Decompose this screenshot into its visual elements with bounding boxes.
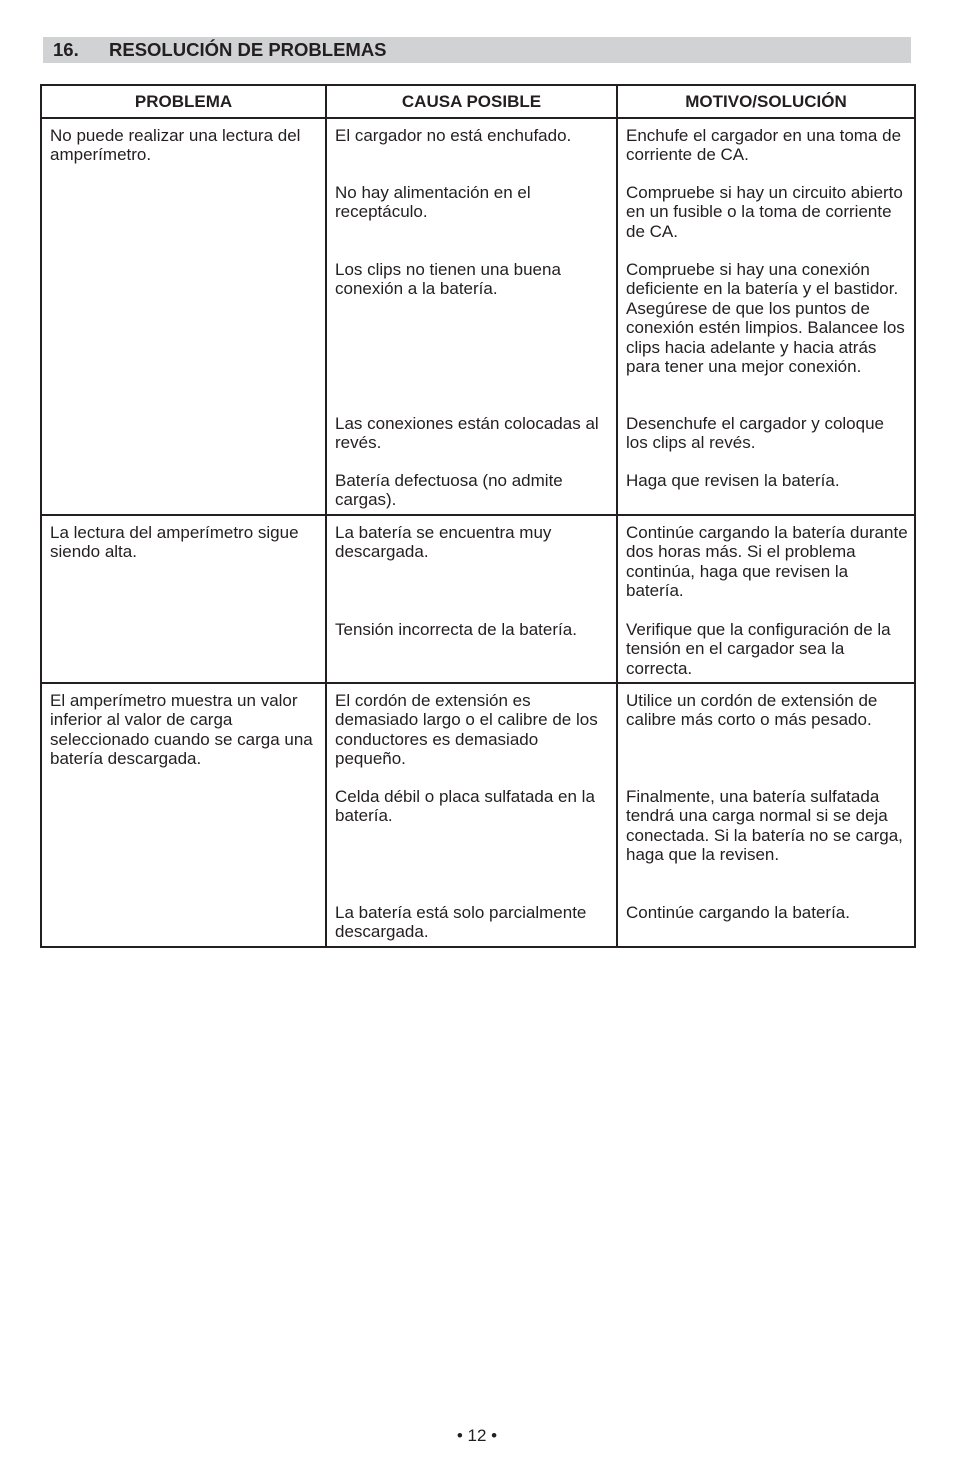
cause-text: Tensión incorrecta de la batería. bbox=[335, 619, 577, 639]
table-row bbox=[41, 515, 915, 683]
cause-text: Batería defectuosa (no admite cargas). bbox=[335, 471, 563, 510]
cause-text: Celda débil o placa sulfatada en la batería. bbox=[335, 787, 595, 826]
solution-text: Enchufe el cargador en una toma de corriente de CA. bbox=[626, 126, 902, 165]
solution-text: Finalmente, una batería sulfatada tendrá una carga normal si se deja conectada. Si la batería no se carga, haga que la revisen. bbox=[626, 787, 903, 865]
solution-text: Continúe cargando la batería. bbox=[626, 903, 850, 923]
cause-text: La batería está solo parcialmente descargada. bbox=[335, 903, 587, 942]
table-row bbox=[41, 683, 915, 947]
troubleshooting-table bbox=[40, 84, 916, 948]
solution-text: Utilice un cordón de extensión de calibre más corto o más pesado. bbox=[626, 691, 878, 730]
section-header bbox=[43, 37, 911, 63]
section-number: 16. bbox=[53, 39, 79, 60]
page-number: • 12 • bbox=[456, 1426, 498, 1445]
column-header-cause: CAUSA POSIBLE bbox=[326, 85, 617, 118]
solution-text: Haga que revisen la batería. bbox=[626, 471, 840, 490]
cause-text: El cargador no está enchufado. bbox=[335, 126, 572, 145]
problem-cell: No puede realizar una lectura del amperímetro. bbox=[41, 118, 326, 515]
column-header-solution: MOTIVO/SOLUCIÓN bbox=[617, 85, 915, 118]
solution-text: Continúe cargando la batería durante dos horas más. Si el problema continúa, haga que revisen la batería. bbox=[626, 522, 908, 601]
causes-cell bbox=[326, 515, 617, 683]
cause-text: Las conexiones están colocadas al revés. bbox=[335, 414, 599, 453]
solutions-cell bbox=[617, 683, 915, 947]
table-header-row bbox=[41, 85, 915, 118]
solutions-cell bbox=[617, 118, 915, 515]
cause-text: No hay alimentación en el receptáculo. bbox=[335, 183, 531, 222]
solutions-cell bbox=[617, 515, 915, 683]
problem-cell: La lectura del amperímetro sigue siendo alta. bbox=[41, 515, 326, 683]
causes-cell bbox=[326, 683, 617, 947]
cause-text: La batería se encuentra muy descargada. bbox=[335, 522, 552, 562]
cause-text: El cordón de extensión es demasiado largo o el calibre de los conductores es demasiado pequeño. bbox=[335, 691, 598, 769]
solution-text: Desenchufe el cargador y coloque los clips al revés. bbox=[626, 414, 884, 453]
solution-text: Compruebe si hay una conexión deficiente en la batería y el bastidor. Asegúrese de que los puntos de conexión estén limpios. Balancee los clips hacia adelante y hacia atrás para tener una mejor conexión. bbox=[626, 260, 905, 377]
cause-text: Los clips no tienen una buena conexión a la batería. bbox=[335, 260, 561, 299]
table-row bbox=[41, 118, 915, 515]
solution-text: Verifique que la configuración de la tensión en el cargador sea la correcta. bbox=[626, 619, 891, 678]
column-header-problem: PROBLEMA bbox=[41, 85, 326, 118]
section-title: RESOLUCIÓN DE PROBLEMAS bbox=[109, 39, 387, 60]
solution-text: Compruebe si hay un circuito abierto en un fusible o la toma de corriente de CA. bbox=[626, 183, 903, 241]
causes-cell bbox=[326, 118, 617, 515]
problem-cell: El amperímetro muestra un valor inferior al valor de carga seleccionado cuando se carga una batería descargada. bbox=[41, 683, 326, 947]
